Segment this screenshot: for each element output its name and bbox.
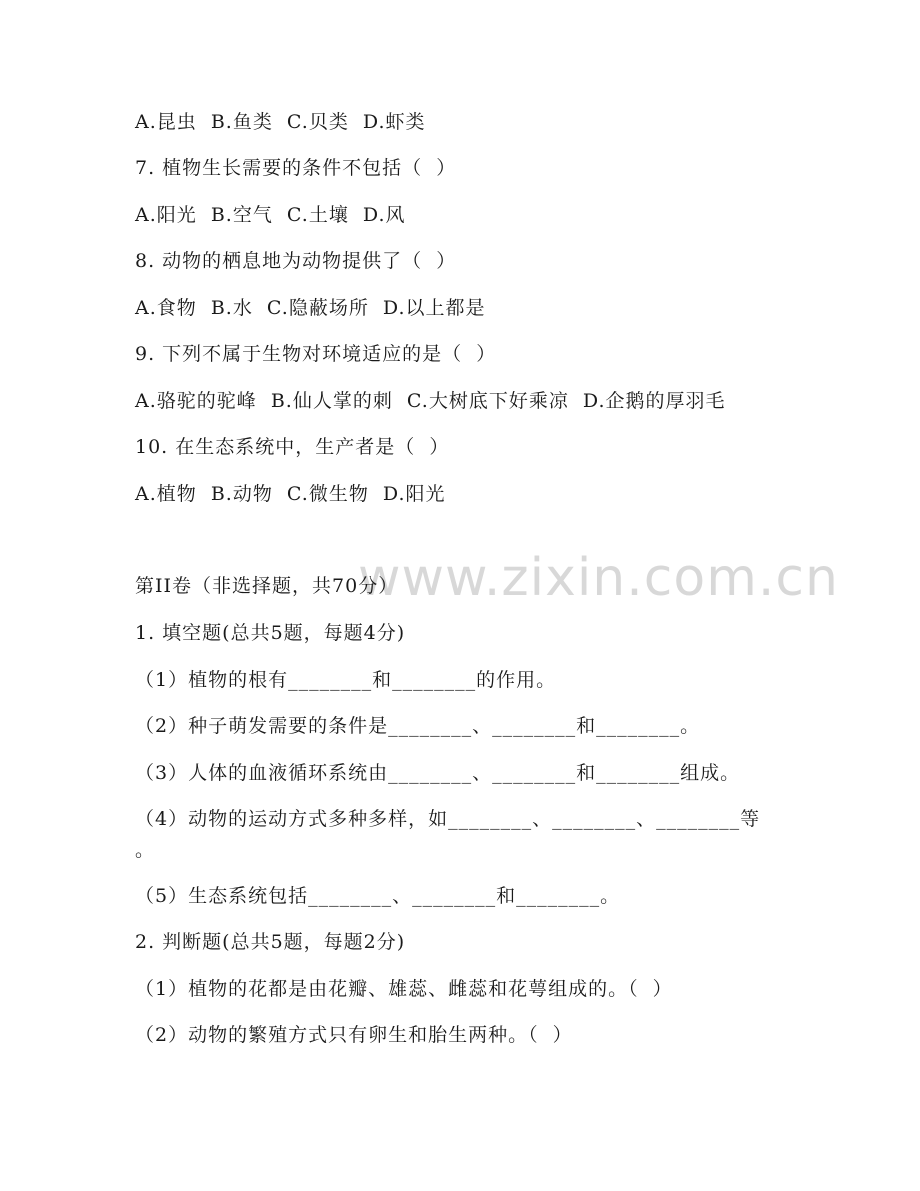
fill-item-5: （5）生态系统包括________、________和________。 (135, 885, 621, 907)
part2-title: 第II卷（非选择题，共70分） (135, 575, 399, 597)
q6-options: A.昆虫 B.鱼类 C.贝类 D.虾类 (135, 111, 426, 133)
fill-item-1: （1）植物的根有________和________的作用。 (135, 669, 557, 691)
q10-options: A.植物 B.动物 C.微生物 D.阳光 (135, 483, 446, 505)
watermark: www.zixin.com.cn (358, 548, 839, 608)
fill-item-4: （4）动物的运动方式多种多样，如________、________、________等 (135, 808, 761, 830)
judge-section-title: 2. 判断题(总共5题，每题2分) (135, 931, 406, 953)
q10-question: 10. 在生态系统中，生产者是（ ） (135, 436, 450, 458)
fill-item-3: （3）人体的血液循环系统由________、________和________组成。 (135, 762, 741, 784)
q9-options: A.骆驼的驼峰 B.仙人掌的刺 C.大树底下好乘凉 D.企鹅的厚羽毛 (135, 390, 726, 412)
fill-item-4-continuation: 。 (135, 839, 156, 861)
q8-question: 8. 动物的栖息地为动物提供了（ ） (135, 250, 457, 272)
judge-item-2: （2）动物的繁殖方式只有卵生和胎生两种。（ ） (135, 1024, 573, 1046)
q7-options: A.阳光 B.空气 C.土壤 D.风 (135, 204, 406, 226)
fill-item-2: （2）种子萌发需要的条件是________、________和________。 (135, 715, 701, 737)
q8-options: A.食物 B.水 C.隐蔽场所 D.以上都是 (135, 297, 486, 319)
judge-item-1: （1）植物的花都是由花瓣、雄蕊、雌蕊和花萼组成的。（ ） (135, 978, 673, 1000)
fill-section-title: 1. 填空题(总共5题，每题4分) (135, 622, 406, 644)
q9-question: 9. 下列不属于生物对环境适应的是（ ） (135, 343, 497, 365)
q7-question: 7. 植物生长需要的条件不包括（ ） (135, 157, 457, 179)
